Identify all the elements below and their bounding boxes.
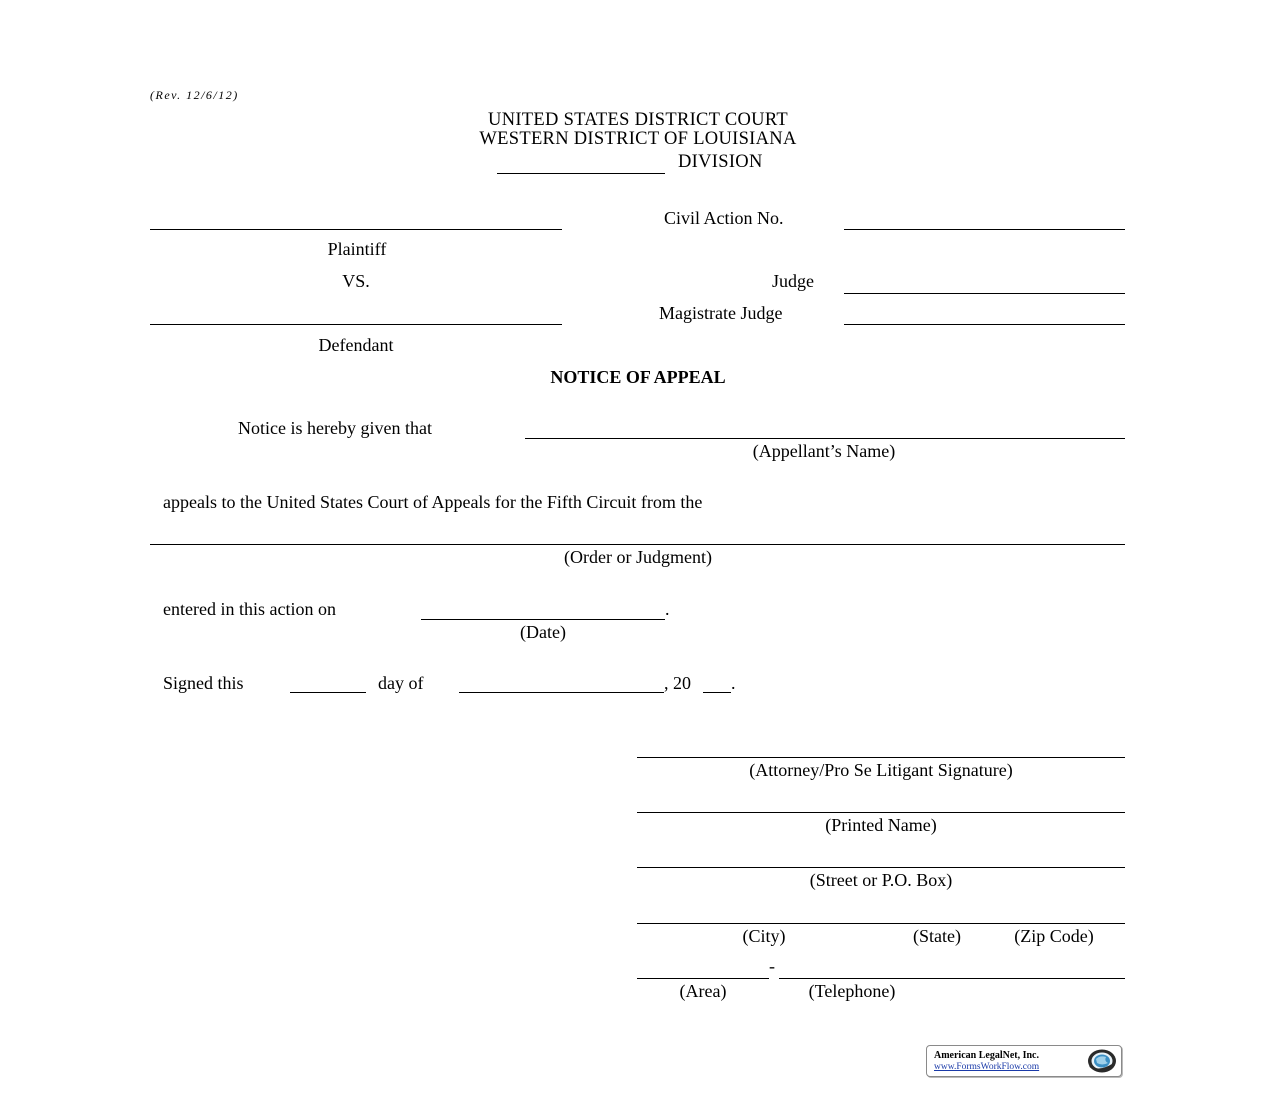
notice-given-text: Notice is hereby given that	[238, 418, 432, 438]
judge-label: Judge	[772, 271, 814, 291]
civil-action-label: Civil Action No.	[664, 208, 784, 228]
plaintiff-label: Plaintiff	[327, 239, 387, 259]
date-period: .	[665, 599, 670, 619]
day-of-text: day of	[378, 673, 424, 693]
entered-text: entered in this action on	[163, 599, 336, 619]
telephone-blank[interactable]	[779, 978, 1125, 979]
day-blank[interactable]	[290, 692, 366, 693]
year-blank[interactable]	[703, 692, 731, 693]
telephone-label: (Telephone)	[808, 981, 896, 1001]
street-label: (Street or P.O. Box)	[809, 870, 953, 890]
appeals-text: appeals to the United States Court of Appeals for the Fifth Circuit from the	[163, 492, 703, 512]
signed-this-text: Signed this	[163, 673, 244, 693]
magistrate-blank[interactable]	[844, 324, 1125, 325]
signature-label: (Attorney/Pro Se Litigant Signature)	[749, 760, 1013, 780]
city-state-zip-blank[interactable]	[637, 923, 1125, 924]
document-title: NOTICE OF APPEAL	[550, 367, 726, 387]
printed-name-label: (Printed Name)	[825, 815, 937, 835]
american-legalnet-badge[interactable]	[926, 1045, 1122, 1077]
defendant-label: Defendant	[318, 335, 394, 355]
area-code-blank[interactable]	[637, 978, 769, 979]
order-judgment-label: (Order or Judgment)	[564, 547, 712, 567]
city-label: (City)	[742, 926, 786, 946]
division-label: DIVISION	[678, 152, 763, 172]
state-label: (State)	[913, 926, 961, 946]
printed-name-blank[interactable]	[637, 812, 1125, 813]
vs-label: VS.	[342, 271, 370, 291]
year-prefix: , 20	[664, 673, 691, 693]
street-blank[interactable]	[637, 867, 1125, 868]
signed-period: .	[731, 673, 736, 693]
date-label: (Date)	[520, 622, 566, 642]
judge-blank[interactable]	[844, 293, 1125, 294]
date-blank[interactable]	[421, 619, 665, 620]
globe-logo-icon	[1084, 1048, 1118, 1074]
division-blank[interactable]	[497, 173, 665, 174]
district-title: WESTERN DISTRICT OF LOUISIANA	[479, 129, 797, 149]
area-label: (Area)	[679, 981, 727, 1001]
month-blank[interactable]	[459, 692, 664, 693]
revision-note: (Rev. 12/6/12)	[150, 88, 239, 102]
signature-blank[interactable]	[637, 757, 1125, 758]
badge-company: American LegalNet, Inc.	[934, 1050, 1039, 1061]
court-title: UNITED STATES DISTRICT COURT	[488, 110, 788, 130]
appellant-name-label: (Appellant’s Name)	[752, 441, 896, 461]
plaintiff-blank[interactable]	[150, 229, 562, 230]
phone-dash: -	[769, 956, 775, 976]
zip-label: (Zip Code)	[1014, 926, 1094, 946]
magistrate-label: Magistrate Judge	[659, 303, 783, 323]
appellant-name-blank[interactable]	[525, 438, 1125, 439]
order-judgment-blank[interactable]	[150, 544, 1125, 545]
defendant-blank[interactable]	[150, 324, 562, 325]
civil-action-blank[interactable]	[844, 229, 1125, 230]
badge-url-link[interactable]: www.FormsWorkFlow.com	[934, 1062, 1040, 1072]
